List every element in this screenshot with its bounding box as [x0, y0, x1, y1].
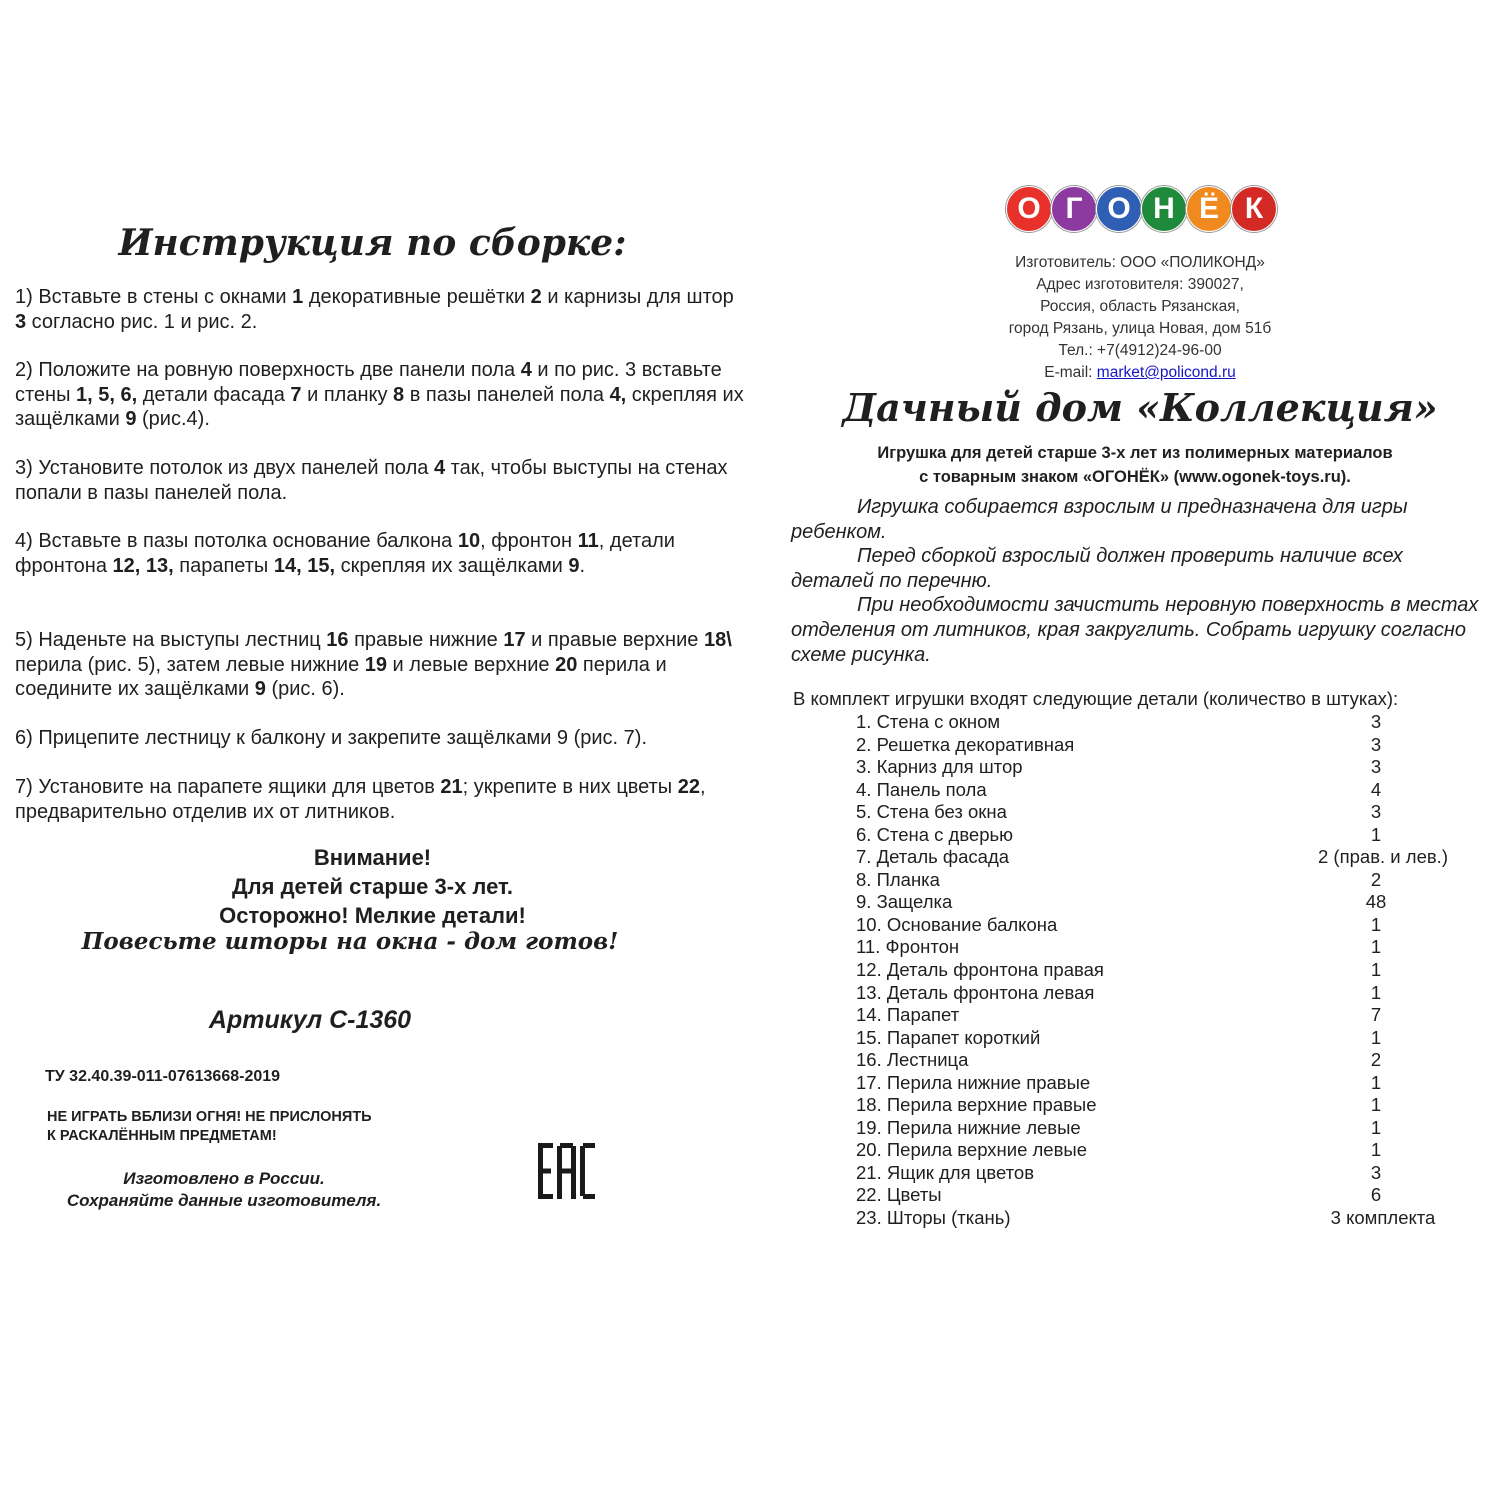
part-number: 1, 5, 6, [76, 383, 138, 406]
part-quantity: 1 [1370, 1116, 1382, 1138]
part-row [856, 1184, 1496, 1207]
step-text: и планку [301, 383, 394, 406]
part-quantity: 3 [1370, 801, 1382, 823]
part-number: 21 [440, 776, 463, 798]
part-name: 8. Планка [856, 868, 940, 890]
step-text: и правые верхние [525, 629, 704, 651]
part-quantity: 3 комплекта [1330, 1207, 1436, 1229]
step-text: ; укрепите в них цветы [462, 776, 678, 798]
step-text: , детали фронтона [15, 530, 675, 577]
fire-warning-line-1: НЕ ИГРАТЬ ВБЛИЗИ ОГНЯ! НЕ ПРИСЛОНЯТЬ [47, 1109, 372, 1125]
manufacturer-address-2: Россия, область Рязанская, [1040, 298, 1240, 315]
part-name: 17. Перила нижние правые [856, 1071, 1091, 1093]
part-quantity: 2 (прав. и лев.) [1318, 846, 1448, 868]
part-row [856, 914, 1496, 937]
manufacturer-phone: Тел.: +7(4912)24-96-00 [1058, 342, 1222, 359]
logo-letter: О [1096, 186, 1142, 232]
email-label: E-mail: [1044, 364, 1097, 381]
step-text: 5) Наденьте на выступы лестниц [15, 629, 327, 651]
part-quantity: 2 [1370, 868, 1382, 890]
article-number: Артикул С-1360 [208, 1006, 412, 1034]
step-text: , фронтон [480, 530, 578, 552]
assembly-step-7 [15, 775, 745, 824]
part-row [856, 869, 1496, 892]
step-text: , предварительно отделив их от литников. [15, 776, 706, 823]
intro-paragraph: При необходимости зачистить неровную поверхность в местах отделения от литников, края закруглить. Собрать игрушку согласно схеме рисунка. [791, 594, 1479, 666]
warning-heading: Внимание! [313, 845, 432, 870]
part-number: 4, [609, 383, 627, 406]
part-number: 9 [125, 408, 137, 430]
warning-small-parts: Осторожно! Мелкие детали! [219, 903, 526, 928]
assembly-step-5 [15, 628, 745, 702]
step-text: 4) Вставьте в пазы потолка основание балкона [15, 530, 458, 552]
part-row [856, 1049, 1496, 1072]
eac-certification-icon [536, 1143, 596, 1199]
step-text: 2) Положите на ровную поверхность две панели пола [15, 359, 521, 381]
assembly-step-6 [15, 726, 745, 751]
part-row [856, 801, 1496, 824]
intro-paragraph: Перед сборкой взрослый должен проверить наличие всех деталей по перечню. [791, 545, 1403, 592]
step-text: и карнизы для штор [541, 286, 734, 308]
part-quantity: 1 [1370, 959, 1382, 981]
part-quantity: 3 [1370, 1161, 1382, 1183]
fire-warning-line-2: К РАСКАЛЁННЫМ ПРЕДМЕТАМ! [47, 1128, 277, 1144]
step-text: правые нижние [348, 629, 504, 651]
logo-letter: К [1231, 186, 1277, 232]
part-name: 12. Деталь фронтона правая [856, 959, 1104, 981]
part-number: 20 [555, 653, 578, 676]
logo-letter: Ё [1186, 186, 1232, 232]
step-text: (рис.4). [136, 408, 210, 430]
made-in-russia [0, 1168, 448, 1212]
part-quantity: 1 [1370, 936, 1382, 958]
part-name: 11. Фронтон [856, 936, 960, 958]
step-text: в пазы панелей пола [404, 383, 610, 406]
step-text: скрепляя их защёлками [335, 554, 569, 577]
step-text: скрепляя их защёлками [15, 383, 744, 430]
part-quantity: 1 [1370, 1071, 1382, 1093]
part-quantity: 7 [1370, 1004, 1382, 1026]
step-text: так, чтобы выступы на стенах попали в пазы панелей пола. [15, 457, 728, 504]
part-name: 6. Стена с дверью [856, 823, 1014, 845]
part-number: 3 [15, 310, 27, 333]
part-number: 4 [520, 359, 532, 381]
part-number: 11 [577, 530, 599, 552]
assembly-step-4 [15, 529, 745, 578]
made-in-line-2: Сохраняйте данные изготовителя. [66, 1191, 382, 1210]
logo-letter: Н [1141, 186, 1187, 232]
product-subtitle-line-2: с товарным знаком «ОГОНЁК» (www.ogonek-toys.ru). [919, 468, 1351, 486]
part-number: 18\ [703, 629, 732, 651]
parts-list [856, 711, 1496, 1230]
part-number: 22 [677, 776, 700, 798]
part-name: 20. Перила верхние левые [856, 1139, 1088, 1161]
part-row [856, 1117, 1496, 1140]
step-text: детали фасада [137, 383, 291, 406]
part-name: 7. Деталь фасада [856, 846, 1010, 868]
part-name: 16. Лестница [856, 1049, 969, 1071]
part-quantity: 1 [1370, 913, 1382, 935]
part-number: 14, 15, [273, 554, 336, 577]
part-number: 4 [433, 457, 446, 479]
part-quantity: 6 [1370, 1184, 1382, 1206]
part-name: 13. Деталь фронтона левая [856, 981, 1095, 1003]
part-number: 8 [393, 383, 405, 406]
step-text: 3) Установите потолок из двух панелей пола [15, 457, 434, 479]
part-number: 17 [503, 629, 526, 651]
part-quantity: 48 [1365, 891, 1387, 913]
step-text: согласно рис. 1 и рис. 2. [26, 310, 258, 333]
logo-letter: О [1006, 186, 1052, 232]
step-text: декоративные решётки [303, 286, 531, 308]
part-number: 12, 13, [112, 554, 174, 577]
part-row [856, 936, 1496, 959]
part-name: 22. Цветы [856, 1184, 942, 1206]
part-name: 5. Стена без окна [856, 801, 1007, 823]
part-quantity: 3 [1370, 733, 1382, 755]
part-number: 7 [290, 383, 302, 406]
part-row [856, 959, 1496, 982]
fire-warning [47, 1108, 372, 1146]
step-text: 6) Прицепите лестницу к балкону и закрепите защёлками 9 (рис. 7). [15, 727, 648, 749]
part-row [856, 846, 1496, 869]
part-number: 16 [326, 629, 349, 651]
part-row [856, 1004, 1496, 1027]
part-row [856, 756, 1496, 779]
manufacturer-address-3: город Рязань, улица Новая, дом 51б [1008, 320, 1272, 337]
made-in-line-1: Изготовлено в России. [123, 1169, 325, 1188]
product-subtitle-line-1: Игрушка для детей старше 3-х лет из полимерных материалов [877, 444, 1393, 462]
part-row [856, 734, 1496, 757]
part-name: 19. Перила нижние левые [856, 1116, 1081, 1138]
part-quantity: 1 [1370, 1026, 1382, 1048]
part-row [856, 1162, 1496, 1185]
part-quantity: 2 [1370, 1049, 1382, 1071]
assembly-title: Инструкция по сборке: [118, 222, 627, 264]
warning-age: Для детей старше 3-х лет. [231, 874, 513, 899]
part-name: 4. Панель пола [856, 778, 987, 800]
part-name: 15. Парапет короткий [856, 1026, 1041, 1048]
part-name: 9. Защелка [856, 891, 953, 913]
part-row [856, 891, 1496, 914]
email-link[interactable]: market@policond.ru [1096, 364, 1236, 381]
part-name: 14. Парапет [856, 1004, 960, 1026]
step-text: 7) Установите на парапете ящики для цветов [15, 776, 441, 798]
part-number: 9 [568, 554, 580, 577]
part-row [856, 1094, 1496, 1117]
part-quantity: 1 [1370, 981, 1382, 1003]
part-row [856, 982, 1496, 1005]
manufacturer-info [860, 252, 1420, 384]
assembly-step-3 [15, 456, 745, 505]
step-text: (рис. 6). [265, 678, 345, 700]
tech-spec-code: ТУ 32.40.39-011-07613668-2019 [45, 1068, 281, 1085]
step-text: 1) Вставьте в стены с окнами [15, 286, 293, 308]
part-row [856, 824, 1496, 847]
slogan: Повесьте шторы на окна - дом готов! [81, 928, 619, 955]
step-text: . [579, 554, 586, 577]
part-number: 10 [457, 530, 481, 552]
intro-paragraph: Игрушка собирается взрослым и предназначена для игры ребенком. [791, 496, 1408, 543]
kit-intro: В комплект игрушки входят следующие детали (количество в штуках): [793, 688, 1399, 709]
part-quantity: 1 [1370, 1139, 1382, 1161]
product-title: Дачный дом «Коллекция» [842, 385, 1438, 430]
logo-letter: Г [1051, 186, 1097, 232]
part-number: 2 [530, 286, 542, 308]
step-text: парапеты [173, 554, 274, 577]
part-name: 21. Ящик для цветов [856, 1161, 1035, 1183]
part-name: 3. Карниз для штор [856, 756, 1023, 778]
manufacturer-address-1: Адрес изготовителя: 390027, [1036, 276, 1244, 293]
step-text: и по рис. 3 вставьте стены [15, 359, 722, 406]
part-name: 18. Перила верхние правые [856, 1094, 1097, 1116]
assembly-step-2 [15, 358, 745, 432]
step-text: перила и соедините их защёлками [15, 653, 667, 700]
part-number: 19 [364, 653, 387, 676]
step-text: перила (рис. 5), затем левые нижние [15, 653, 365, 676]
part-quantity: 3 [1370, 756, 1382, 778]
part-name: 2. Решетка декоративная [856, 733, 1075, 755]
part-quantity: 1 [1370, 1094, 1382, 1116]
part-row [856, 1072, 1496, 1095]
assembly-step-1 [15, 285, 745, 334]
part-name: 1. Стена с окном [856, 711, 1001, 732]
part-number: 1 [292, 286, 304, 308]
brand-logo [1006, 186, 1278, 232]
product-intro [791, 495, 1491, 667]
part-quantity: 1 [1370, 823, 1382, 845]
part-row [856, 1207, 1496, 1230]
part-row [856, 1027, 1496, 1050]
product-subtitle [790, 441, 1480, 489]
step-text: и левые верхние [387, 653, 556, 676]
part-row [856, 779, 1496, 802]
part-row [856, 1139, 1496, 1162]
manufacturer-name: Изготовитель: ООО «ПОЛИКОНД» [1015, 254, 1265, 271]
part-quantity: 4 [1370, 778, 1382, 800]
manufacturer-email-row [860, 362, 1420, 384]
part-name: 23. Шторы (ткань) [856, 1207, 1011, 1229]
part-quantity: 3 [1370, 711, 1382, 732]
part-number: 9 [254, 678, 266, 700]
part-name: 10. Основание балкона [856, 913, 1058, 935]
part-row [856, 711, 1496, 734]
